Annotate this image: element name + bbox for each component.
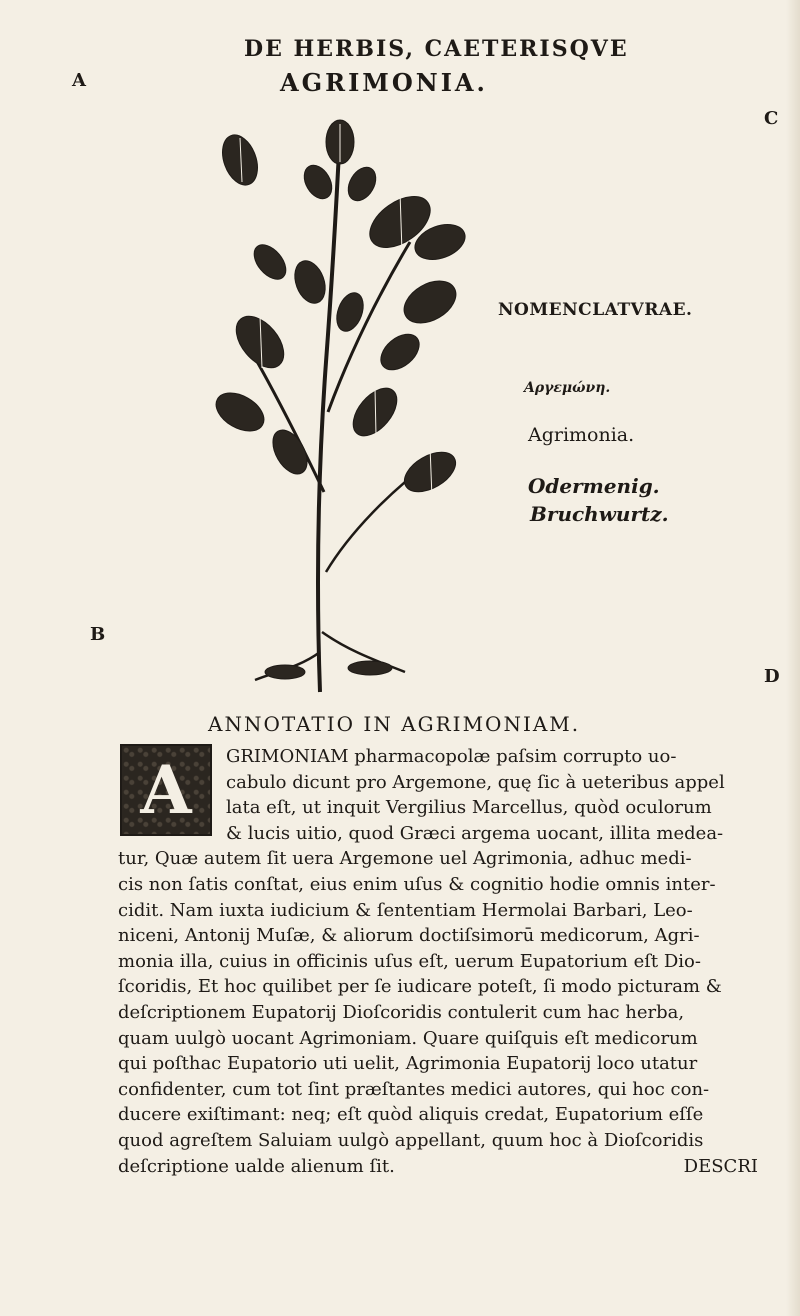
text-line	[118, 1154, 758, 1180]
nomenclature-heading: NOMENCLATVRAE.	[498, 300, 693, 320]
text-line: quod agreſtem Saluiam uulgò appellant, quum hoc à Dioſcoridis	[118, 1129, 704, 1151]
text-line-last: deſcriptione ualde alienum ſit.	[118, 1155, 395, 1177]
margin-letter-c: C	[764, 108, 779, 129]
page-title: AGRIMONIA.	[280, 68, 488, 97]
text-line: cidit. Nam iuxta iudicium & ſententiam Hermolai Barbari, Leo-	[118, 899, 693, 921]
catchword: DESCRI	[683, 1155, 758, 1177]
text-line: tur, Quæ autem ſit uera Argemone uel Agrimonia, adhuc medi-	[118, 848, 692, 870]
text-line: ſcoridis, Et hoc quilibet per ſe iudicare poteſt, ſi modo picturam &	[118, 976, 722, 998]
decorated-initial: A	[120, 744, 212, 836]
annotation-heading: ANNOTATIO IN AGRIMONIAM.	[208, 712, 581, 736]
nomenclature-german-1: Odermenig.	[528, 474, 660, 498]
text-line: ducere exiſtimant: neq; eſt quòd aliquis credat, Eupatorium eſſe	[118, 1104, 704, 1126]
nomenclature-latin: Agrimonia.	[528, 424, 635, 446]
annotation-body	[118, 744, 758, 1179]
margin-letter-a: A	[72, 70, 86, 91]
text-line: quam uulgò uocant Agrimoniam. Quare quiſquis eſt medicorum	[118, 1027, 698, 1049]
text-line: qui poſthac Eupatorio uti uelit, Agrimonia Eupatorij loco utatur	[118, 1053, 698, 1075]
page-edge	[786, 0, 800, 1316]
running-head: DE HERBIS, CAETERISQVE	[244, 36, 629, 62]
text-line: lata eſt, ut inquit Vergilius Marcellus, quòd oculorum	[226, 797, 712, 819]
nomenclature-greek: Αργεμώνη.	[524, 380, 611, 396]
text-line: cis non ſatis conſtat, eius enim uſus & cognitio hodie omnis inter-	[118, 873, 716, 895]
text-line: confidenter, cum tot ſint præſtantes medici autores, qui hoc con-	[118, 1078, 710, 1100]
nomenclature-german-2: Bruchwurtz.	[530, 502, 669, 526]
text-line: monia illa, cuius in officinis uſus eſt, uerum Eupatorium eſt Dio-	[118, 950, 701, 972]
text-line: deſcriptionem Eupatorij Dioſcoridis contulerit cum hac herba,	[118, 1001, 685, 1023]
margin-letter-d: D	[764, 666, 780, 687]
text-line: & lucis uitio, quod Græci argema uocant, illita medea-	[226, 822, 724, 844]
text-line: GRIMONIAM pharmacopolæ paſsim corrupto uo-	[226, 746, 677, 767]
text-line: cabulo dicunt pro Argemone, quę ſic à ueteribus appel	[226, 771, 725, 793]
text-line: niceni, Antonij Muſæ, & aliorum doctiſsimorū medicorum, Agri-	[118, 925, 700, 947]
margin-letter-b: B	[90, 624, 106, 645]
agrimony-woodcut-illustration	[200, 112, 490, 702]
